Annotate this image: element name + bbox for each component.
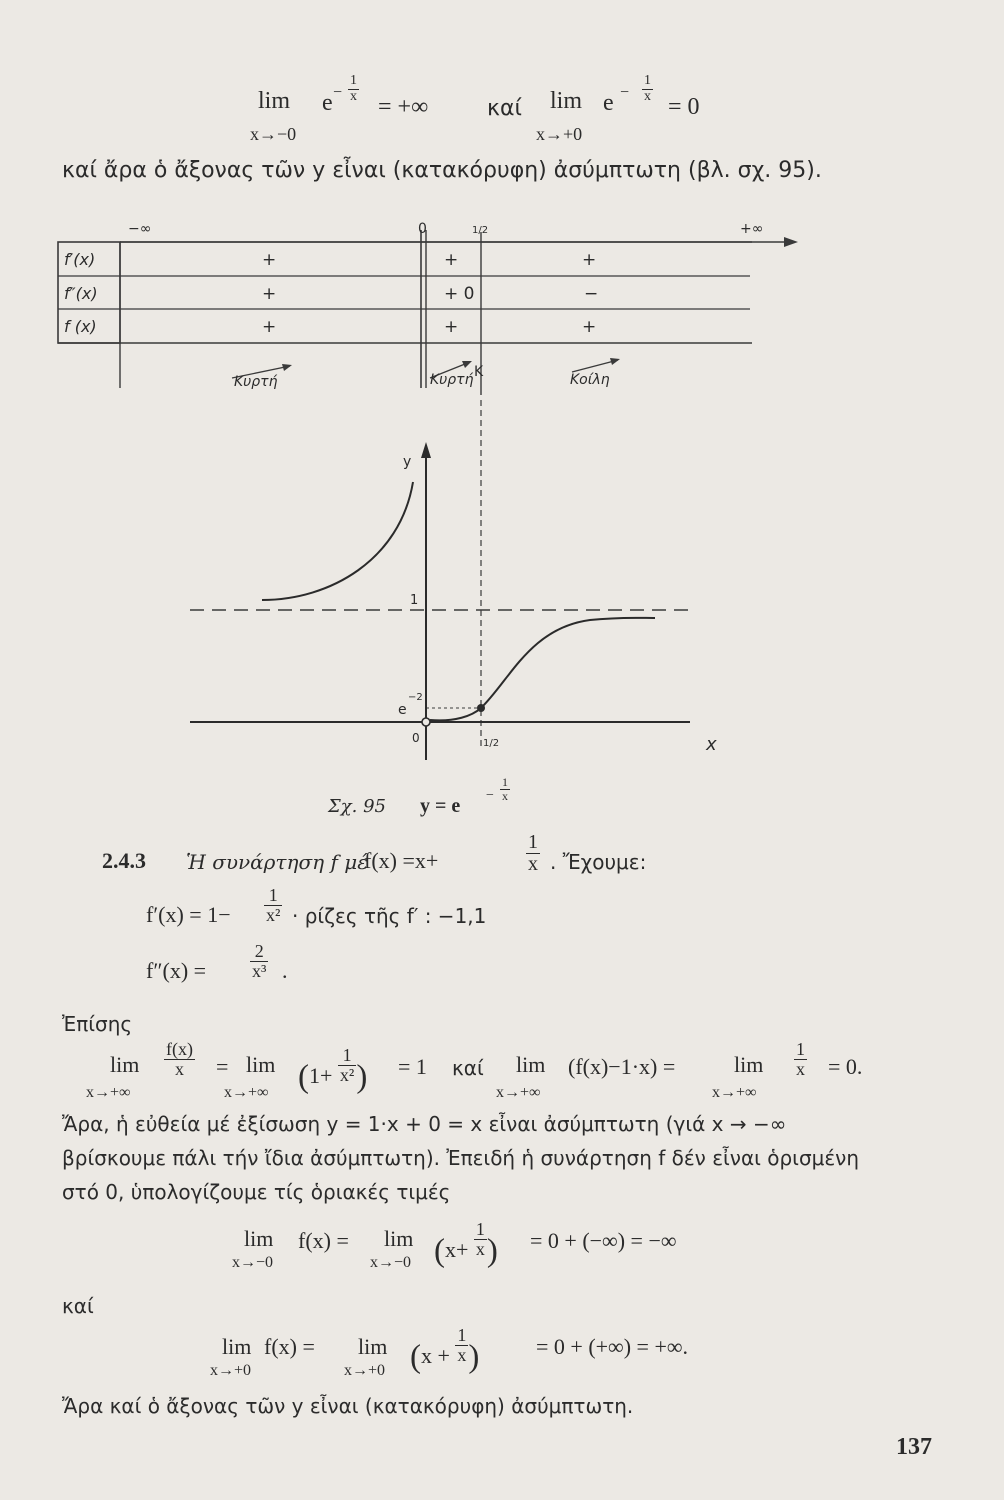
lim-neg-word-2: lim	[384, 1226, 414, 1251]
lim-neg-xplus: x+	[445, 1236, 469, 1262]
fp-num: 1	[264, 886, 282, 906]
exp-sign-1: −	[333, 84, 343, 101]
lim-intercept-2-sub: x→+∞	[712, 1084, 757, 1101]
lim-neg-sub-2: x→−0	[370, 1254, 412, 1271]
lim-word: lim	[258, 88, 291, 114]
page-number: 137	[896, 1434, 932, 1460]
shape-inflection-point: K	[474, 364, 484, 380]
slope-den: x	[174, 1058, 184, 1079]
shape-concave: Κοίλη	[570, 372, 610, 388]
function-definition-tail: . Ἔχουμε:	[550, 850, 647, 874]
lim-neg-word: lim	[244, 1226, 274, 1251]
lim-pos-den: x	[457, 1344, 467, 1365]
intercept-expr: (f(x)−1·x) =	[568, 1054, 676, 1079]
head-neg-inf: −∞	[128, 221, 152, 237]
lim-pos-sub: x→+0	[210, 1362, 252, 1379]
lim-pos-sub-2: x→+0	[344, 1362, 386, 1379]
lim-pos-paren: (x + $\frac{1}{x}$ )	[410, 1325, 480, 1375]
slope-num: f(x)	[166, 1039, 193, 1059]
section-intro: Ἡ συνάρτηση f μέ	[186, 850, 368, 874]
lim-neg-result: = 0 + (−∞) = −∞	[530, 1228, 677, 1253]
lim-neg-num: 1	[475, 1219, 485, 1239]
open-point-origin	[422, 718, 430, 726]
cell-r2-c1: +	[262, 284, 277, 304]
second-derivative-tail: .	[282, 958, 288, 983]
row-label-f: f (x)	[64, 317, 97, 336]
second-derivative-frac	[250, 942, 268, 981]
exp-num-1: 1	[350, 73, 357, 88]
para-line-3: στό 0, ὑπολογίζουμε τίς ὁριακές τιμές	[62, 1180, 451, 1204]
lim-pos-word: lim	[222, 1334, 252, 1359]
limit-result-1: = +∞	[378, 94, 429, 120]
right-branch-curve	[430, 618, 655, 721]
one-label: 1	[410, 593, 419, 608]
lim-word-2: lim	[550, 88, 583, 114]
fp-den: x²	[266, 904, 281, 925]
head-zero: 0	[418, 221, 427, 237]
fpp-num: 2	[250, 942, 268, 962]
exp-num-2: 1	[644, 73, 651, 88]
intercept-frac	[794, 1040, 807, 1079]
cell-r3-c3: +	[582, 317, 597, 337]
cell-r3-c2: +	[444, 317, 459, 337]
slope2-num: 1	[338, 1046, 356, 1066]
lim-slope-2-sub: x→+∞	[224, 1084, 269, 1101]
episis-word: Ἐπίσης	[62, 1012, 133, 1036]
para-line-1: Ἄρα, ἡ εὐθεία μέ ἐξίσωση y = 1·x + 0 = x εἶναι ἀσύμπτωτη (γιά x → −∞	[62, 1112, 787, 1136]
function-definition-frac	[526, 832, 540, 875]
kai-word: καί	[62, 1294, 94, 1318]
first-derivative-frac	[264, 886, 282, 925]
episis-kai: καί	[452, 1056, 484, 1080]
caption-exp-num: 1	[502, 775, 508, 789]
lim-slope-2: lim	[246, 1052, 276, 1077]
lim1-subscript: x→−0	[250, 124, 297, 144]
slope-paren-expr: (1+ $\frac{1}{\text{x²}}$ )	[298, 1045, 368, 1095]
lim-pos-fx: f(x) =	[264, 1334, 315, 1359]
y-axis-arrow	[421, 442, 431, 458]
lim-pos-xplus: x +	[421, 1342, 450, 1368]
first-derivative-lhs: f′(x) = 1−	[146, 902, 231, 927]
final-line: Ἄρα καί ὁ ἄξονας τῶν y εἶναι (κατακόρυφη) ἀσύμπτωτη.	[62, 1394, 634, 1418]
exp-base-2: e	[603, 90, 614, 116]
lim-neg-sub: x→−0	[232, 1254, 274, 1271]
exp-den-2: x	[644, 88, 651, 104]
cell-r2-c3: −	[584, 284, 599, 304]
lim-neg-fx: f(x) =	[298, 1228, 349, 1253]
lim-intercept-2: lim	[734, 1052, 764, 1077]
caption-exp-frac	[500, 776, 510, 802]
slope-eq: =	[216, 1054, 229, 1079]
slope2-den: x²	[339, 1064, 355, 1085]
one-plus: 1+	[309, 1062, 333, 1088]
lim2-subscript: x→+0	[536, 124, 583, 144]
slope-frac	[164, 1040, 195, 1079]
exp-base-1: e	[322, 90, 333, 116]
shape-convex-2: Κυρτή	[430, 372, 474, 388]
lim-intercept-sub: x→+∞	[496, 1084, 541, 1101]
lim-pos-num: 1	[457, 1325, 467, 1345]
figure-caption-number: Σχ. 95	[328, 796, 386, 817]
head-pos-inf: +∞	[740, 221, 764, 237]
second-derivative-lhs: f″(x) =	[146, 958, 207, 983]
caption-exp-den: x	[502, 788, 508, 803]
cell-r1-c2: +	[444, 250, 459, 270]
function-definition: f(x) =x+	[364, 848, 439, 873]
first-derivative-roots: · ρίζες τῆς f′ : −1,1	[292, 904, 487, 928]
lim-slope: lim	[110, 1052, 140, 1077]
lim-neg-den: x	[475, 1238, 485, 1259]
cell-r1-c1: +	[262, 250, 277, 270]
row-label-fdouble: f″(x)	[64, 284, 98, 303]
para-line-2: βρίσκουμε πάλι τήν ἴδια ἀσύμπτωτη). Ἐπειδή ἡ συνάρτηση f δέν εἶναι ὁρισμένη	[62, 1146, 860, 1170]
exp-sign-2: −	[620, 84, 630, 101]
cell-r1-c3: +	[582, 250, 597, 270]
lim-neg-paren: (x+ $\frac{1}{x}$ )	[434, 1219, 498, 1269]
head-half: 1/2	[472, 225, 489, 236]
e-exponent-label: −2	[408, 692, 423, 703]
intercept-den: x	[796, 1058, 805, 1079]
intercept-num: 1	[796, 1039, 805, 1059]
half-label: 1/2	[483, 738, 500, 749]
asymptote-sentence: καί ἄρα ὁ ἄξονας τῶν y εἶναι (κατακόρυφη) ἀσύμπτωτη (βλ. σχ. 95).	[62, 158, 822, 183]
shape-convex-1: Κυρτή	[234, 374, 278, 390]
function-graph	[0, 400, 1004, 820]
figure-caption-formula: y = e	[420, 795, 461, 817]
lim-pos-result: = 0 + (+∞) = +∞.	[536, 1334, 689, 1359]
limit-result-2: = 0	[668, 94, 700, 120]
x-axis-label: x	[706, 734, 717, 755]
left-branch-curve	[262, 482, 413, 600]
row-label-fprime: f′(x)	[64, 250, 96, 269]
lim-intercept: lim	[516, 1052, 546, 1077]
zero-label: 0	[412, 731, 420, 745]
cell-r2-c2: + 0	[444, 284, 475, 304]
cell-r3-c1: +	[262, 317, 277, 337]
e-label: e	[398, 702, 407, 718]
inflection-point	[477, 704, 485, 712]
caption-exp-sign: −	[486, 788, 494, 803]
sign-table	[0, 0, 1004, 420]
y-axis-label: y	[403, 454, 412, 470]
fpp-den: x³	[252, 960, 267, 981]
fdef-num: 1	[528, 831, 538, 853]
section-number: 2.4.3	[102, 848, 146, 873]
intercept-result: = 0.	[828, 1054, 863, 1079]
lim-pos-word-2: lim	[358, 1334, 388, 1359]
kai-1: καί	[487, 96, 522, 121]
slope-result: = 1	[398, 1054, 427, 1079]
exp-den-1: x	[350, 88, 357, 104]
lim-slope-sub: x→+∞	[86, 1084, 131, 1101]
fdef-den: x	[528, 853, 538, 875]
